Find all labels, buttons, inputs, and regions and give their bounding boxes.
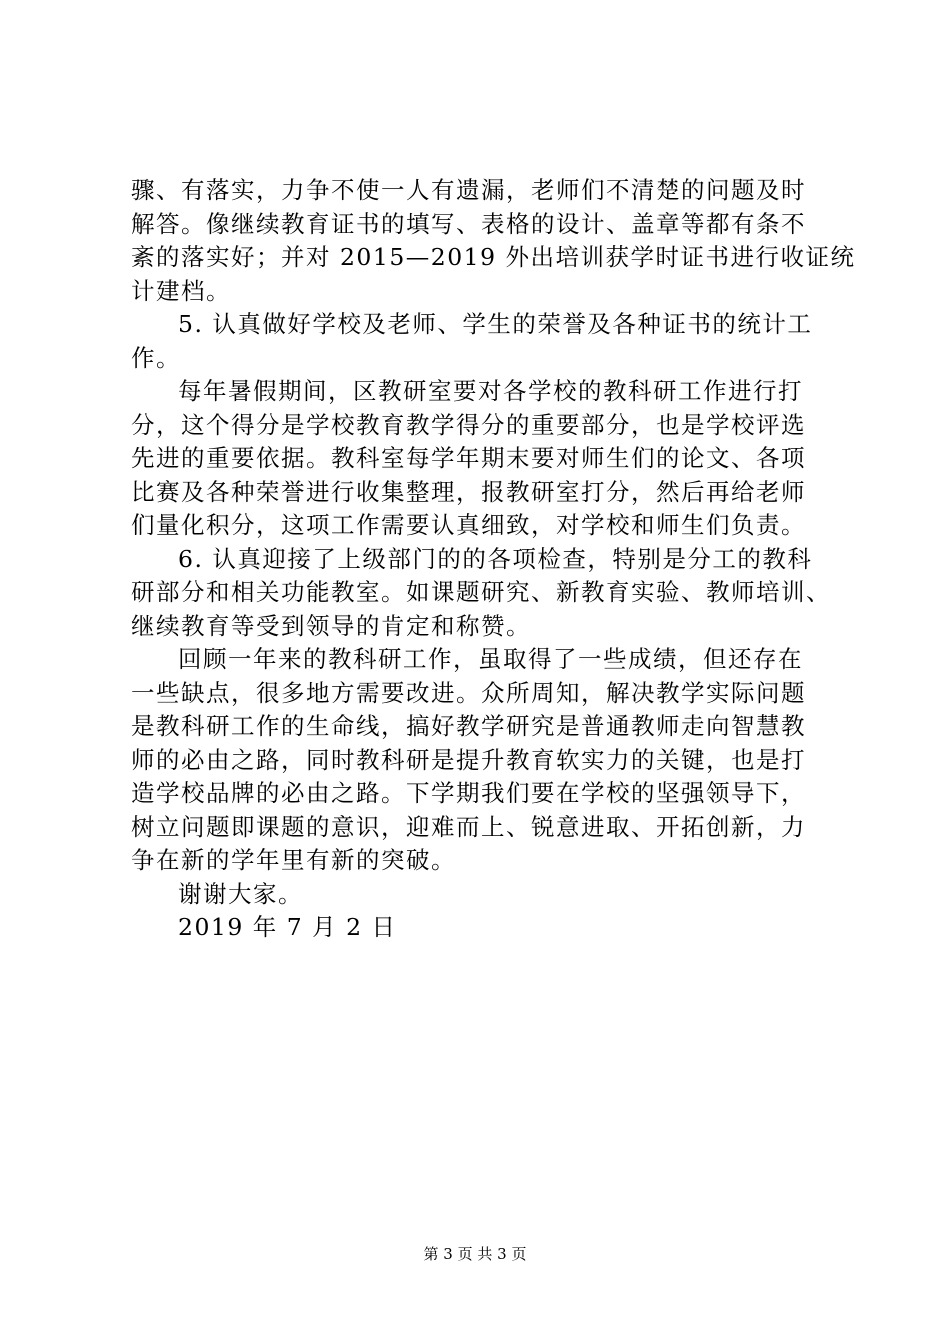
closing-line: 谢谢大家。 (178, 879, 303, 908)
document-body (131, 174, 856, 945)
text-line: 6. 认真迎接了上级部门的的各项检查，特别是分工的教科 (178, 544, 813, 573)
date-line: 2019 年 7 月 2 日 (178, 913, 397, 941)
text-line: 分，这个得分是学校教育教学得分的重要部分，也是学校评选 (131, 410, 806, 439)
text-line: 一些缺点，很多地方需要改进。众所周知，解决教学实际问题 (131, 678, 806, 707)
text-line: 继续教育等受到领导的肯定和称赞。 (131, 611, 531, 640)
text-line: 研部分和相关功能教室。如课题研究、新教育实验、教师培训、 (131, 578, 831, 606)
text-line: 每年暑假期间，区教研室要对各学校的教科研工作进行打 (178, 377, 803, 405)
text-line: 骤、有落实，力争不使一人有遗漏，老师们不清楚的问题及时 (131, 176, 806, 204)
text-line: 5. 认真做好学校及老师、学生的荣誉及各种证书的统计工 (178, 310, 813, 338)
text-line: 先进的重要依据。教科室每学年期末要对师生们的论文、各项 (131, 444, 806, 472)
text-line: 树立问题即课题的意识，迎难而上、锐意进取、开拓创新，力 (131, 812, 806, 841)
text-line: 作。 (131, 343, 181, 372)
text-line: 回顾一年来的教科研工作，虽取得了一些成绩，但还存在 (178, 645, 803, 673)
text-line: 们量化积分，这项工作需要认真细致，对学校和师生们负责。 (131, 511, 806, 539)
page-number-footer: 第 3 页 共 3 页 (423, 1245, 527, 1263)
text-line: 造学校品牌的必由之路。下学期我们要在学校的坚强领导下， (131, 779, 806, 807)
text-line: 是教科研工作的生命线，搞好教学研究是普通教师走向智慧教 (131, 712, 806, 740)
text-line: 比赛及各种荣誉进行收集整理，报教研室打分，然后再给老师 (131, 477, 806, 506)
text-line: 争在新的学年里有新的突破。 (131, 846, 456, 874)
text-line: 解答。像继续教育证书的填写、表格的设计、盖章等都有条不 (131, 209, 806, 238)
text-line: 计建档。 (131, 276, 231, 305)
text-line: 紊的落实好；并对 2015—2019 外出培训获学时证书进行收证统 (131, 243, 856, 271)
text-line: 师的必由之路，同时教科研是提升教育软实力的关键，也是打 (131, 745, 806, 774)
